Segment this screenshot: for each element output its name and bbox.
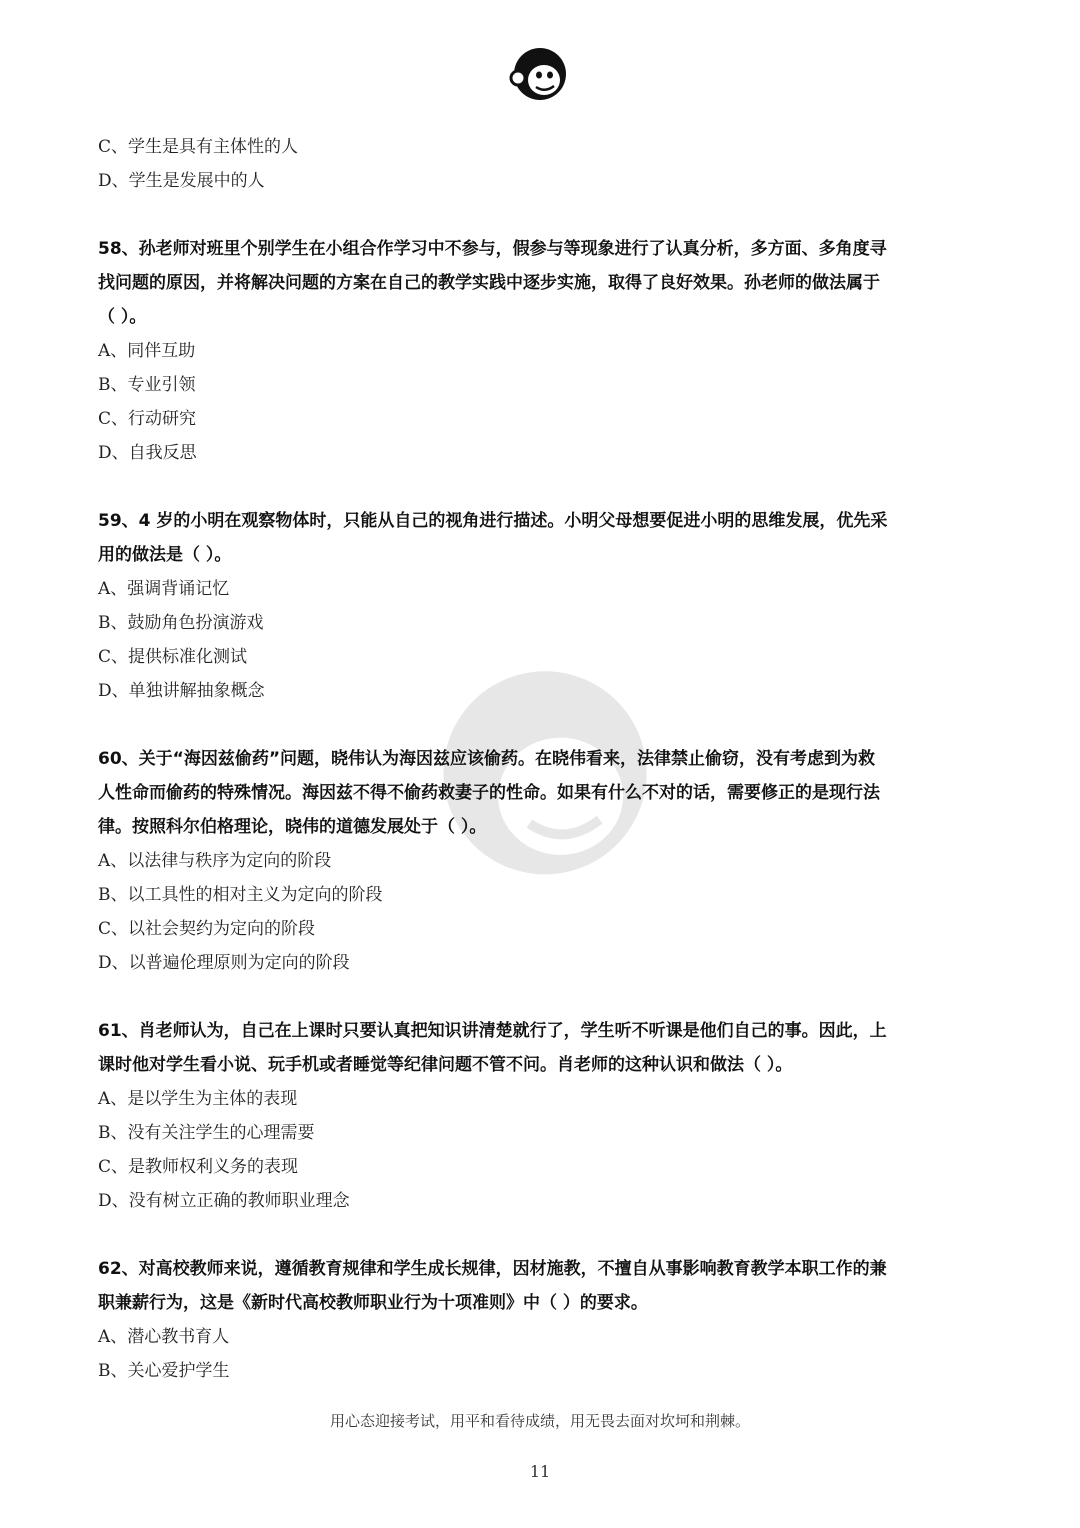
option-d[interactable]: D、自我反思 [98,443,197,463]
question-59 [98,504,988,572]
option-b[interactable]: B、专业引领 [98,375,196,395]
question-text-line: 58、孙老师对班里个别学生在小组合作学习中不参与，假参与等现象进行了认真分析，多方面、多角度寻 [98,239,887,259]
option-a[interactable]: A、潜心教书育人 [98,1327,230,1347]
question-text-line: 61、肖老师认为，自己在上课时只要认真把知识讲清楚就行了，学生听不听课是他们自己的事。因此，上 [98,1021,887,1041]
page-number: 11 [529,1462,551,1481]
option-b[interactable]: B、关心爱护学生 [98,1361,230,1381]
option-a[interactable]: A、强调背诵记忆 [98,579,230,599]
option-b[interactable]: B、鼓励角色扮演游戏 [98,613,264,633]
option-d[interactable]: D、单独讲解抽象概念 [98,681,265,701]
question-text-line: 找问题的原因，并将解决问题的方案在自己的教学实践中逐步实施，取得了良好效果。孙老师的做法属于 [98,273,880,293]
question-text-line: （ ）。 [98,307,147,327]
option-c[interactable]: C、以社会契约为定向的阶段 [98,919,316,939]
question-61 [98,1014,988,1082]
question-text-line: 职兼薪行为，这是《新时代高校教师职业行为十项准则》中（ ）的要求。 [98,1293,648,1313]
option-a[interactable]: A、是以学生为主体的表现 [98,1089,298,1109]
option-c[interactable]: C、提供标准化测试 [98,647,248,667]
question-text-line: 课时他对学生看小说、玩手机或者睡觉等纪律问题不管不问。肖老师的这种认识和做法（ ）。 [98,1055,793,1075]
option-b[interactable]: B、没有关注学生的心理需要 [98,1123,315,1143]
question-60 [98,742,988,844]
question-text-line: 律。按照科尔伯格理论，晓伟的道德发展处于（ ）。 [98,817,487,837]
monkey-logo-icon [508,40,572,104]
option-a[interactable]: A、以法律与秩序为定向的阶段 [98,851,332,871]
option-b[interactable]: B、以工具性的相对主义为定向的阶段 [98,885,383,905]
option-c[interactable]: C、行动研究 [98,409,197,429]
question-text-line: 人性命而偷药的特殊情况。海因兹不得不偷药救妻子的性命。如果有什么不对的话，需要修正的是现行法 [98,783,880,803]
option-d[interactable]: D、没有树立正确的教师职业理念 [98,1191,350,1211]
question-62 [98,1252,988,1320]
question-58 [98,232,988,334]
question-sheet [98,130,988,1388]
option-d[interactable]: D、学生是发展中的人 [98,171,265,191]
option-c[interactable]: C、是教师权利义务的表现 [98,1157,299,1177]
question-text-line: 用的做法是（ ）。 [98,545,232,565]
option-a[interactable]: A、同伴互助 [98,341,196,361]
option-c[interactable]: C、学生是具有主体性的人 [98,137,299,157]
question-text-line: 59、4 岁的小明在观察物体时，只能从自己的视角进行描述。小明父母想要促进小明的思维发展，优先采 [98,511,888,531]
footer-motto: 用心态迎接考试，用平和看待成绩，用无畏去面对坎坷和荆棘。 [329,1412,750,1430]
question-text-line: 62、对高校教师来说，遵循教育规律和学生成长规律，因材施教，不擅自从事影响教育教学本职工作的兼 [98,1259,887,1279]
question-text-line: 60、关于“海因兹偷药”问题，晓伟认为海因兹应该偷药。在晓伟看来，法律禁止偷窃，没有考虑到为救 [98,749,876,769]
option-d[interactable]: D、以普遍伦理原则为定向的阶段 [98,953,350,973]
carryover-options [98,130,988,198]
